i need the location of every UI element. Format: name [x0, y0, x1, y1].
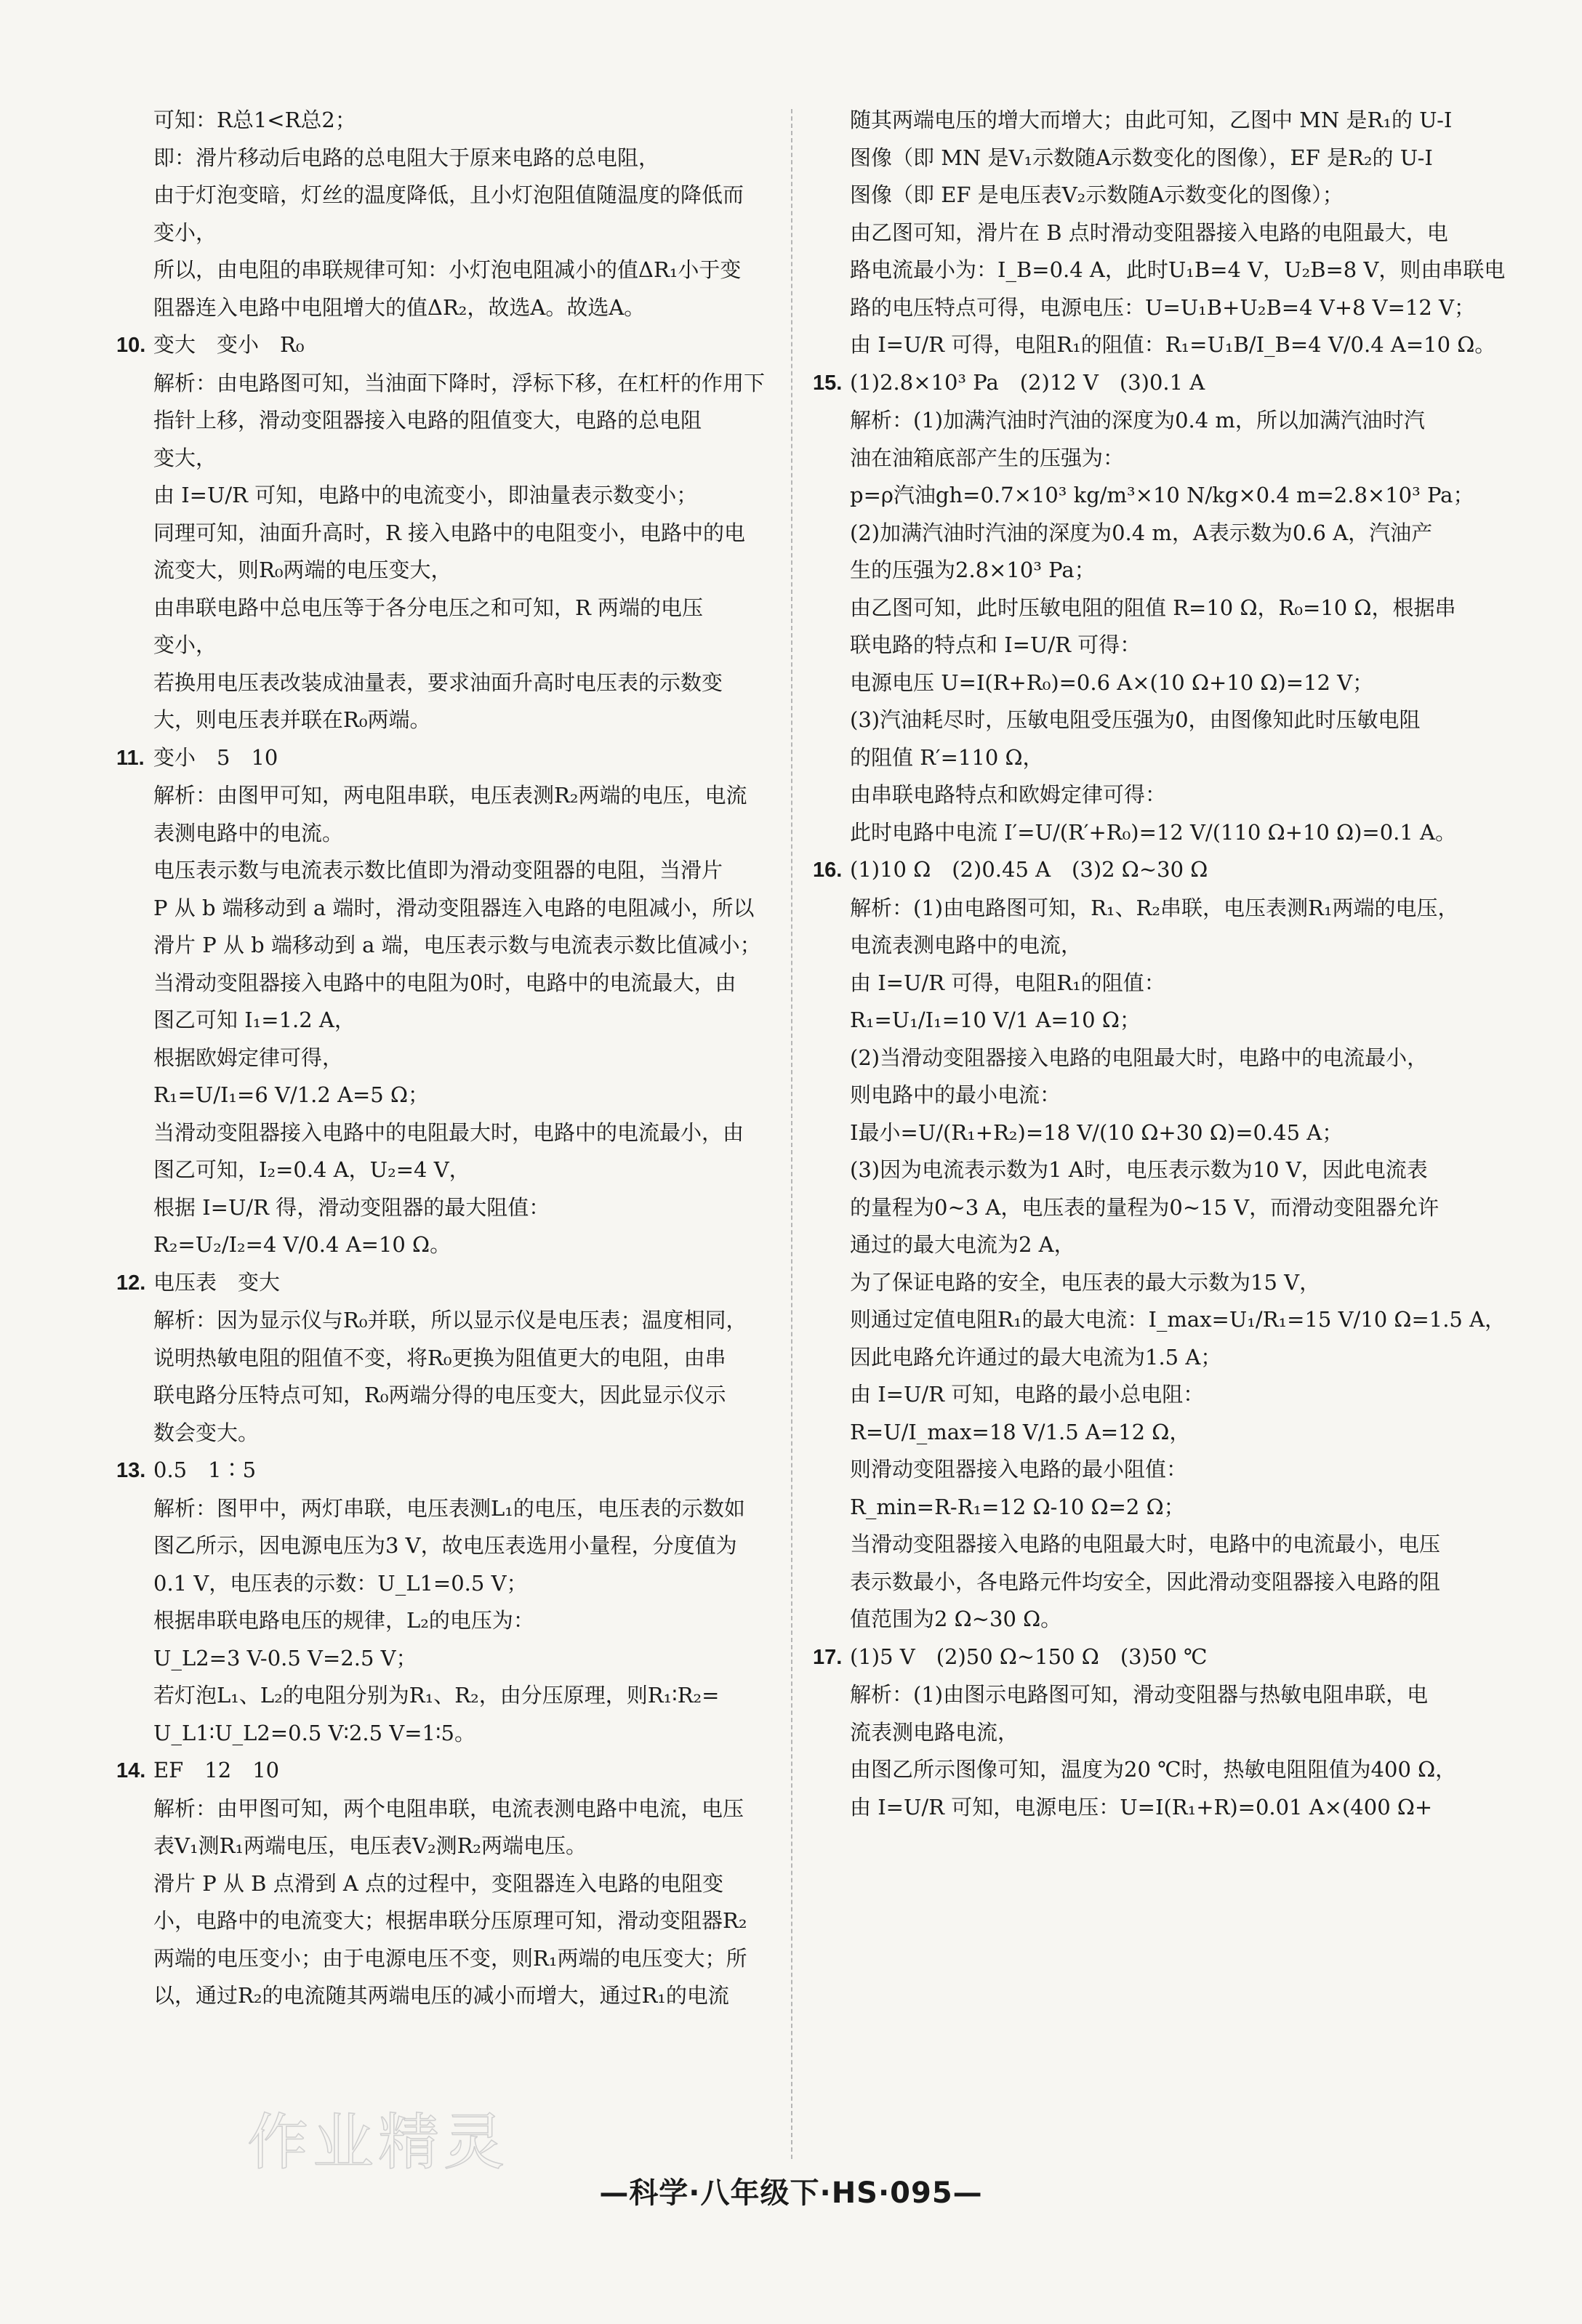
right-column	[813, 102, 1506, 1826]
text-line: 生的压强为2.8×10³ Pa；	[850, 558, 1096, 582]
text-line: 由于灯泡变暗，灯丝的温度降低，且小灯泡阻值随温度的降低而	[153, 182, 744, 207]
text-line: 电流表测电路中的电流，	[850, 933, 1083, 957]
text-line: 流变大，则R₀两端的电压变大，	[153, 558, 452, 582]
text-line: 通过的最大电流为2 A，	[850, 1232, 1075, 1257]
text-line: 滑片 P 从 B 点滑到 A 点的过程中，变阻器连入电路的电阻变	[153, 1870, 724, 1896]
text-line: p=ρ汽油gh=0.7×10³ kg/m³×10 N/kg×0.4 m=2.8×10³ Pa；	[850, 483, 1474, 507]
page-footer: —科学·八年级下·HS·095—	[599, 2176, 983, 2210]
text-line: 两端的电压变小；由于电源电压不变，则R₁两端的电压变大；所	[153, 1945, 747, 1971]
text-line: 联电路的特点和 I=U/R 可得：	[850, 632, 1141, 657]
text-line: P 从 b 端移动到 a 端时，滑动变阻器连入电路的电阻减小，所以	[153, 895, 755, 920]
text-line: U_L2=3 V-0.5 V=2.5 V；	[153, 1645, 417, 1670]
text-line: 若换用电压表改装成油量表，要求油面升高时电压表的示数变	[153, 670, 723, 695]
question-answer	[116, 326, 763, 365]
text-line: 由 I=U/R 可得，电阻R₁的阻值：	[850, 970, 1165, 995]
text-line: 变小，	[153, 220, 217, 245]
text-line: 变大，	[153, 445, 217, 470]
text-line: 由串联电路特点和欧姆定律可得：	[850, 782, 1167, 807]
text-line: R₁=U₁/I₁=10 V/1 A=10 Ω；	[850, 1008, 1141, 1032]
text-line: 以，通过R₂的电流随其两端电压的减小而增大，通过R₁的电流	[153, 1983, 729, 2008]
question-answer	[813, 364, 1460, 403]
text-line: 即：滑片移动后电路的总电阻大于原来电路的总电阻，	[153, 145, 660, 170]
text-line: 变小，	[153, 632, 217, 657]
text-line: 图乙所示，因电源电压为3 V，故电压表选用小量程，分度值为	[153, 1533, 737, 1558]
text-line: 所以，由电阻的串联规律可知：小灯泡电阻减小的值ΔR₁小于变	[153, 257, 742, 282]
answer-text: (1)2.8×10³ Pa (2)12 V (3)0.1 A	[850, 369, 1205, 395]
question-number: 10.	[116, 334, 146, 357]
question-answer	[116, 1752, 763, 1790]
answer-text: 电压表 变大	[153, 1269, 281, 1295]
question-answer	[116, 1264, 763, 1303]
text-line: 滑片 P 从 b 端移动到 a 端，电压表示数与电流表示数比值减小；	[153, 933, 761, 957]
text-line: 解析：由甲图可知，两个电阻串联，电流表测电路中电流，电压	[153, 1796, 744, 1821]
answer-text: 0.5 1∶5	[153, 1457, 257, 1482]
text-line: 由 I=U/R 可知，电路中的电流变小，即油量表示数变小；	[153, 483, 698, 507]
text-line: 为了保证电路的安全，电压表的最大示数为15 V，	[850, 1269, 1321, 1295]
answer-text: 变小 5 10	[153, 744, 278, 770]
text-line: 当滑动变阻器接入电路的电阻最大时，电路中的电流最小，电压	[850, 1532, 1441, 1556]
text-line: 当滑动变阻器接入电路中的电阻为0时，电路中的电流最大，由	[153, 970, 736, 995]
text-line: (2)当滑动变阻器接入电路的电阻最大时，电路中的电流最小，	[850, 1045, 1429, 1070]
question-number: 12.	[116, 1271, 146, 1295]
watermark: 作业精灵	[247, 2107, 510, 2178]
text-line: 数会变大。	[153, 1420, 260, 1445]
text-line: 阻器连入电路中电阻增大的值ΔR₂，故选A。故选A。	[153, 294, 646, 320]
answer-text: (1)10 Ω (2)0.45 A (3)2 Ω~30 Ω	[850, 857, 1208, 882]
text-line: 根据 I=U/R 得，滑动变阻器的最大阻值：	[153, 1194, 550, 1220]
text-line: 根据串联电路电压的规律，L₂的电压为：	[153, 1608, 534, 1633]
text-line: (3)因为电流表示数为1 A时，电压表示数为10 V，因此电流表	[850, 1157, 1428, 1182]
question-answer	[116, 1452, 763, 1490]
answer-text: EF 12 10	[153, 1758, 280, 1782]
text-line: 由串联电路中总电压等于各分电压之和可知，R 两端的电压	[153, 595, 704, 620]
question-number: 15.	[813, 371, 843, 395]
text-line: 图像（即 EF 是电压表V₂示数随A示数变化的图像）；	[850, 182, 1344, 207]
question-answer	[116, 739, 763, 778]
text-line: 解析：因为显示仪与R₀并联，所以显示仪是电压表；温度相同，	[153, 1308, 747, 1332]
text-line: 可知：R总1<R总2；	[153, 108, 356, 132]
column-divider	[791, 109, 792, 2159]
text-line: 0.1 V，电压表的示数：U_L1=0.5 V；	[153, 1570, 528, 1596]
text-line: 电压表示数与电流表示数比值即为滑动变阻器的电阻，当滑片	[153, 858, 723, 882]
text-line: 的量程为0~3 A，电压表的量程为0~15 V，而滑动变阻器允许	[850, 1194, 1440, 1220]
text-line: 的阻值 R′=110 Ω，	[850, 744, 1044, 770]
text-line: 表测电路中的电流。	[153, 820, 344, 845]
text-line: 解析：由图甲可知，两电阻串联，电压表测R₂两端的电压，电流	[153, 783, 747, 808]
text-line: 流表测电路电流，	[850, 1719, 1019, 1745]
question-number: 14.	[116, 1759, 146, 1782]
text-line: 路电流最小为：I_B=0.4 A，此时U₁B=4 V，U₂B=8 V，则由串联电	[850, 257, 1506, 282]
text-line: 由乙图可知，滑片在 B 点时滑动变阻器接入电路的电阻最大，电	[850, 220, 1448, 245]
question-number: 13.	[116, 1459, 146, 1482]
text-line: 小，电路中的电流变大；根据串联分压原理可知，滑动变阻器R₂	[153, 1908, 747, 1933]
text-line: 则电路中的最小电流：	[850, 1082, 1061, 1107]
text-line: 指针上移，滑动变阻器接入电路的阻值变大，电路的总电阻	[153, 408, 702, 433]
text-line: 若灯泡L₁、L₂的电阻分别为R₁、R₂，由分压原理，则R₁∶R₂=	[153, 1683, 720, 1708]
text-line: 图乙可知 I₁=1.2 A，	[153, 1008, 356, 1032]
text-line: 由乙图可知，此时压敏电阻的阻值 R=10 Ω，R₀=10 Ω，根据串	[850, 595, 1456, 620]
text-line: 表示数最小，各电路元件均安全，因此滑动变阻器接入电路的阻	[850, 1569, 1441, 1594]
text-line: 此时电路中电流 I′=U/(R′+R₀)=12 V/(110 Ω+10 Ω)=0.1 A。	[850, 819, 1456, 845]
text-line: 由图乙所示图像可知，温度为20 ℃时，热敏电阻阻值为400 Ω，	[850, 1757, 1457, 1782]
text-line: 解析：(1)由图示电路图可知，滑动变阻器与热敏电阻串联，电	[850, 1682, 1429, 1707]
text-line: 由 I=U/R 可知，电源电压：U=I(R₁+R)=0.01 A×(400 Ω+	[850, 1794, 1433, 1820]
text-line: 路的电压特点可得，电源电压：U=U₁B+U₂B=4 V+8 V=12 V；	[850, 294, 1475, 320]
answer-text: 变大 变小 R₀	[153, 332, 305, 357]
text-line: 联电路分压特点可知，R₀两端分得的电压变大，因此显示仪示	[153, 1383, 726, 1407]
text-line: 同理可知，油面升高时，R 接入电路中的电阻变小，电路中的电	[153, 520, 746, 545]
question-number: 11.	[116, 746, 145, 770]
question-number: 16.	[813, 859, 843, 882]
text-line: 由 I=U/R 可得，电阻R₁的阻值：R₁=U₁B/I_B=4 V/0.4 A=10 Ω。	[850, 332, 1496, 357]
text-line: 大，则电压表并联在R₀两端。	[153, 707, 431, 732]
text-line: R_min=R-R₁=12 Ω-10 Ω=2 Ω；	[850, 1494, 1185, 1519]
question-number: 17.	[813, 1645, 843, 1669]
text-line: 图乙可知，I₂=0.4 A，U₂=4 V，	[153, 1157, 470, 1182]
text-line: 解析：由电路图可知，当油面下降时，浮标下移，在杠杆的作用下	[153, 370, 766, 395]
question-answer	[813, 851, 1460, 890]
text-line: R₂=U₂/I₂=4 V/0.4 A=10 Ω。	[153, 1232, 451, 1257]
text-line: 则通过定值电阻R₁的最大电流：I_max=U₁/R₁=15 V/10 Ω=1.5 A，	[850, 1307, 1506, 1332]
text-line: 由 I=U/R 可知，电路的最小总电阻：	[850, 1382, 1205, 1407]
text-line: 解析：(1)由电路图可知，R₁、R₂串联，电压表测R₁两端的电压，	[850, 895, 1459, 920]
text-line: (3)汽油耗尽时，压敏电阻受压强为0，由图像知此时压敏电阻	[850, 707, 1421, 732]
text-line: 因此电路允许通过的最大电流为1.5 A；	[850, 1344, 1222, 1370]
answer-text: (1)5 V (2)50 Ω~150 Ω (3)50 ℃	[850, 1644, 1208, 1669]
text-line: (2)加满汽油时汽油的深度为0.4 m，A表示数为0.6 A，汽油产	[850, 520, 1433, 545]
text-line: 则滑动变阻器接入电路的最小阻值：	[850, 1457, 1188, 1481]
text-line: 随其两端电压的增大而增大；由此可知，乙图中 MN 是R₁的 U-I	[850, 108, 1453, 132]
text-line: 当滑动变阻器接入电路中的电阻最大时，电路中的电流最小，由	[153, 1119, 744, 1145]
text-line: 表V₁测R₁两端电压，电压表V₂测R₂两端电压。	[153, 1833, 587, 1858]
left-column	[116, 102, 766, 2015]
text-line: R₁=U/I₁=6 V/1.2 A=5 Ω；	[153, 1082, 430, 1107]
text-line: 油在油箱底部产生的压强为：	[850, 445, 1125, 470]
text-line: R=U/I_max=18 V/1.5 A=12 Ω，	[850, 1419, 1191, 1444]
text-line: 根据欧姆定律可得，	[153, 1045, 344, 1070]
text-line: 解析：图甲中，两灯串联，电压表测L₁的电压，电压表的示数如	[153, 1495, 745, 1521]
text-line: 值范围为2 Ω~30 Ω。	[850, 1607, 1062, 1631]
text-line: 图像（即 MN 是V₁示数随A示数变化的图像），EF 是R₂的 U-I	[850, 145, 1433, 170]
text-line: I最小=U/(R₁+R₂)=18 V/(10 Ω+30 Ω)=0.45 A；	[850, 1119, 1344, 1145]
text-line: 解析：(1)加满汽油时汽油的深度为0.4 m，所以加满汽油时汽	[850, 408, 1425, 433]
text-line: 说明热敏电阻的阻值不变，将R₀更换为阻值更大的电阻，由串	[153, 1345, 726, 1370]
question-answer	[813, 1639, 1460, 1677]
text-line: U_L1∶U_L2=0.5 V∶2.5 V=1∶5。	[153, 1720, 476, 1745]
text-line: 电源电压 U=I(R+R₀)=0.6 A×(10 Ω+10 Ω)=12 V；	[850, 670, 1374, 695]
